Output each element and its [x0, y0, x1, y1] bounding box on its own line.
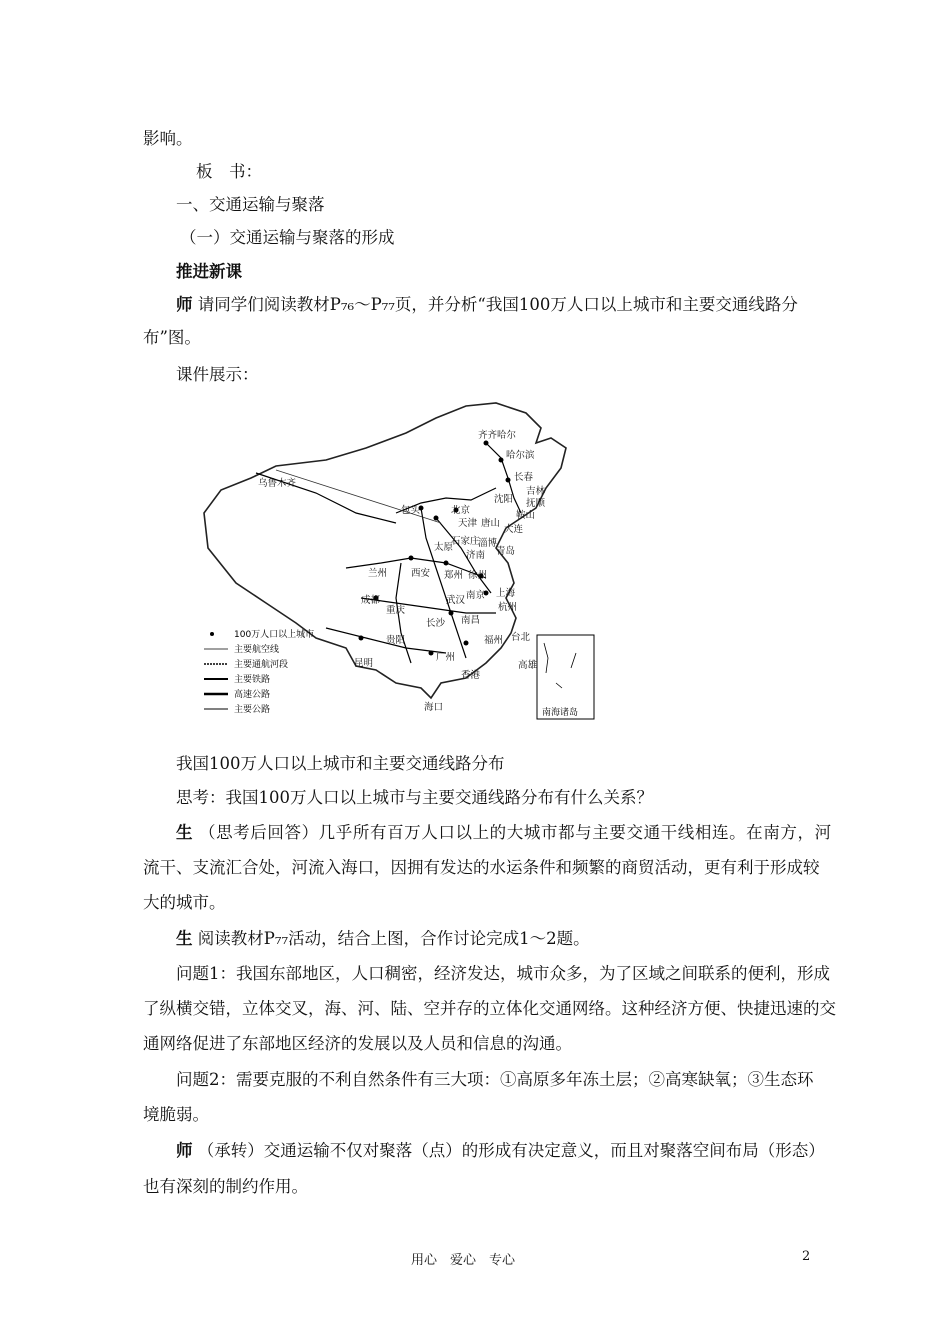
- city-label: 福州: [484, 635, 504, 646]
- city-label: 广州: [436, 652, 456, 663]
- legend-item: 100万人口以上城市: [234, 630, 315, 640]
- city-label: 长春: [514, 472, 534, 483]
- city-label: 贵阳: [386, 635, 406, 646]
- city-label: 吉林: [526, 486, 546, 497]
- city-label: 淄博: [478, 538, 498, 549]
- paragraph-line: 境脆弱。: [143, 1105, 209, 1124]
- paragraph-text: 请同学们阅读教材P₇₆～P₇₇页，并分析“我国100万人口以上城市和主要交通线路分: [197, 295, 798, 314]
- city-label: 齐齐哈尔: [478, 430, 517, 441]
- city-label: 太原: [434, 542, 454, 553]
- city-label: 青岛: [496, 546, 516, 557]
- city-label: 哈尔滨: [506, 450, 535, 461]
- city-label: 重庆: [386, 605, 406, 616]
- line-influence: 影响。: [143, 129, 193, 148]
- subsection-heading: （一）交通运输与聚落的形成: [180, 228, 395, 247]
- legend-item: 高速公路: [234, 690, 271, 700]
- city-label: 高雄: [518, 660, 538, 671]
- paragraph-text: 阅读教材P₇₇活动，结合上图，合作讨论完成1～2题。: [197, 929, 590, 948]
- paragraph-text: （承转）交通运输不仅对聚落（点）的形成有决定意义，而且对聚落空间布局（形态）: [197, 1141, 825, 1160]
- question-1: 问题1：我国东部地区，人口稠密，经济发达，城市众多，为了区域之间联系的便利，形成: [176, 964, 830, 983]
- new-lesson-heading: 推进新课: [176, 262, 242, 281]
- city-label: 徐州: [468, 570, 488, 581]
- map-caption: 我国100万人口以上城市和主要交通线路分布: [176, 754, 505, 773]
- city-label: 鞍山: [516, 510, 536, 521]
- city-label: 郑州: [444, 570, 464, 581]
- city-label: 天津: [458, 518, 478, 529]
- paragraph-text: （思考后回答）几乎所有百万人口以上的大城市都与主要交通干线相连。在南方，河: [198, 823, 832, 842]
- think-question: 思考：我国100万人口以上城市与主要交通线路分布有什么关系？: [176, 788, 653, 807]
- city-label: 石家庄: [451, 536, 480, 547]
- courseware-label: 课件展示：: [176, 365, 259, 384]
- paragraph-line: 了纵横交错，立体交叉，海、河、陆、空并存的立体化交通网络。这种经济方便、快捷迅速的交: [143, 999, 836, 1018]
- city-label: 兰州: [368, 568, 388, 579]
- city-label: 抚顺: [526, 498, 546, 509]
- map-legend: [204, 628, 314, 715]
- legend-item: 主要公路: [234, 705, 271, 715]
- teacher-paragraph-1: [176, 294, 798, 316]
- city-label: 北京: [451, 505, 471, 516]
- student-answer-1: [176, 822, 832, 844]
- speaker-label: 师: [176, 1141, 193, 1160]
- city-label: 南昌: [461, 615, 481, 626]
- question-2: 问题2：需要克服的不利自然条件有三大项：①高原多年冻土层；②高寒缺氧；③生态环: [176, 1070, 814, 1089]
- city-label: 唐山: [481, 518, 501, 529]
- speaker-label: 生: [176, 823, 194, 842]
- page-number: 2: [802, 1249, 811, 1264]
- city-label: 南京: [466, 590, 486, 601]
- city-label: 成都: [361, 595, 381, 606]
- city-label: 杭州: [498, 602, 518, 613]
- city-label: 香港: [461, 670, 481, 681]
- city-label: 武汉: [446, 595, 466, 606]
- speaker-label: 师: [176, 295, 193, 314]
- china-transport-map: [196, 398, 596, 720]
- student-activity: [176, 928, 590, 950]
- paragraph-line: 流干、支流汇合处，河流入海口，因拥有发达的水运条件和频繁的商贸活动，更有利于形成较: [143, 858, 820, 877]
- speaker-label: 生: [176, 929, 193, 948]
- legend-item: 主要铁路: [234, 675, 271, 685]
- city-label: 上海: [496, 588, 516, 599]
- footer-motto: 用心 爱心 专心: [411, 1253, 516, 1268]
- board-heading: 板 书：: [196, 162, 262, 181]
- city-label: 昆明: [354, 658, 374, 669]
- paragraph-line: 布”图。: [143, 328, 201, 347]
- city-label: 西安: [411, 568, 431, 579]
- city-label: 长沙: [426, 618, 446, 629]
- paragraph-line: 通网络促进了东部地区经济的发展以及人员和信息的沟通。: [143, 1034, 572, 1053]
- city-label: 沈阳: [494, 494, 514, 505]
- city-label: 大连: [504, 524, 524, 535]
- legend-item: 主要通航河段: [234, 660, 289, 670]
- paragraph-line: 大的城市。: [143, 893, 226, 912]
- city-label: 台北: [511, 632, 531, 643]
- legend-item: 主要航空线: [234, 645, 280, 655]
- teacher-paragraph-2: [176, 1140, 825, 1162]
- paragraph-line: 也有深刻的制约作用。: [143, 1177, 308, 1196]
- city-label: 乌鲁木齐: [258, 478, 297, 489]
- inset-label: 南海诸岛: [542, 708, 579, 718]
- city-label: 海口: [424, 702, 444, 713]
- city-label: 济南: [466, 550, 486, 561]
- city-label: 包头: [401, 505, 421, 516]
- section-heading: 一、交通运输与聚落: [176, 195, 325, 214]
- south-china-sea-inset: [537, 635, 594, 719]
